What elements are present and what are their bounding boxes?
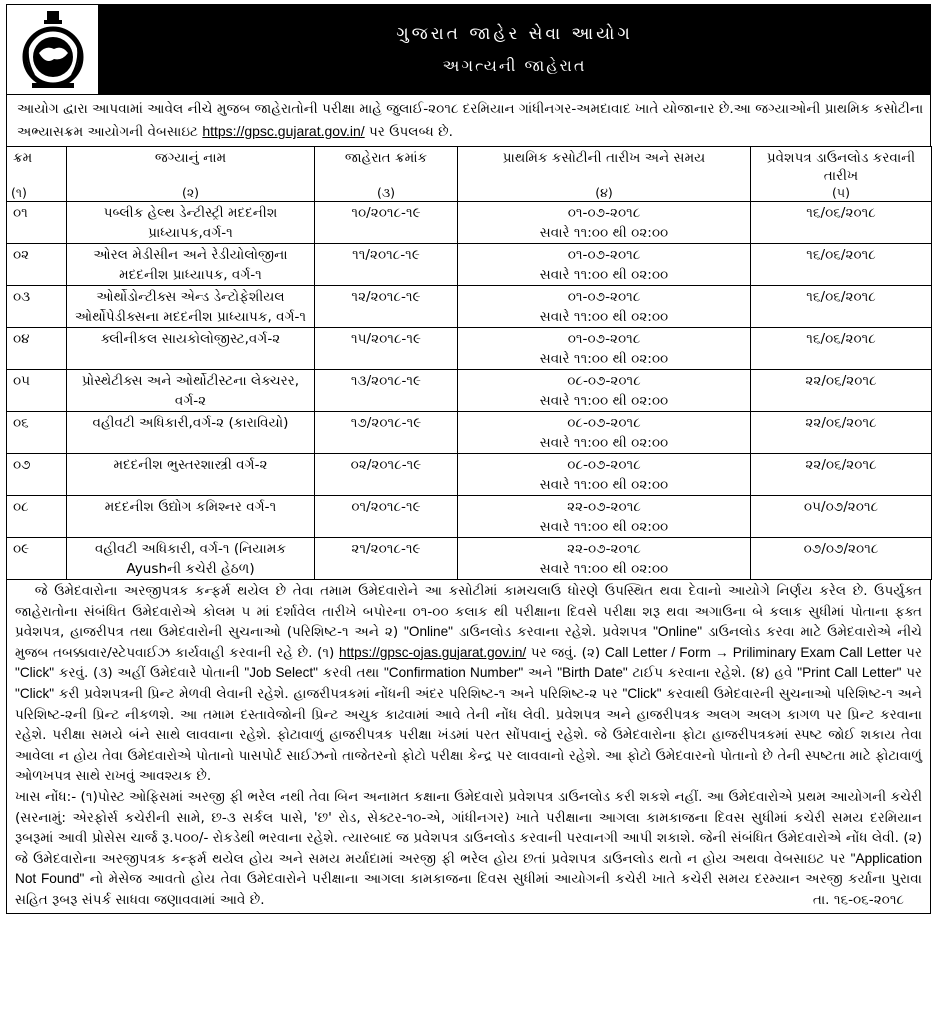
header-adv: જાહેરાત ક્રમાંક [315,147,458,186]
cell-adv: ૧૨/૨૦૧૮-૧૯ [315,286,458,328]
cell-exam [458,328,751,370]
cell-sr: ૦૮ [7,496,67,538]
cell-exam-date: ૨૨-૦૭-૨૦૧૮ [567,541,641,557]
instr-call-letter: Call Letter / Form → Priliminary Exam Call Letter [604,644,902,660]
cell-exam-time: સવારે ૧૧:૦૦ થી ૦૨:૦૦ [539,351,669,367]
note-app-not-found: "Application Not Found" [15,850,922,887]
page-title: ગુજરાત જાહેર સેવા આયોગ [396,23,633,44]
cell-download: ૨૨/૦૬/૨૦૧૮ [751,412,932,454]
table-row [7,496,932,538]
table-row [7,202,932,244]
instr-2: ડાઉનલોડ કરવાના રહેશે. પ્રવેશપત્ર [458,624,648,641]
instructions-paragraph [6,580,931,787]
cell-exam [458,496,751,538]
instr-online-1: "Online" [404,624,453,640]
instr-3: ડાઉનલોડ કરવા માટે ઉમેદવારોએ નીચે મુજબ તબક્કાવાર/સ્ટેપવાઈઝ કાર્યવાહી કરવાની રહે છે. (૧) [15,624,922,661]
cell-adv: ૦૨/૨૦૧૮-૧૯ [315,454,458,496]
table-number-row [7,185,932,202]
instr-click-3: "Click" [622,685,662,701]
table-row [7,244,932,286]
instr-7: કરવી તથા [322,665,380,682]
cell-post: મદદનીશ ઉદ્યોગ કમિશ્નર વર્ગ-૧ [67,496,315,538]
cell-post: મદદનીશ ભુસ્તરશાસ્ત્રી વર્ગ-૨ [67,454,315,496]
title-block [99,5,930,94]
cell-post: વહીવટી અધિકારી,વર્ગ-૨ (કારાવિયો) [67,412,315,454]
cell-exam-date: ૦૧-૦૭-૨૦૧૮ [567,331,641,347]
cell-exam [458,538,751,580]
intro-text: આયોગ દ્વારા આપવામાં આવેલ નીચે મુજબ જાહેરાતોની પરીક્ષા માહે જુલાઈ-૨૦૧૮ દરમિયાન ગાંધીનગર-અમદાવાદ ખાતે યોજાનાર છે.આ જગ્યાઓની પ્રાથમિક કસોટીના અભ્યાસક્રમ આયોગની વેબસાઇટ [17,101,924,140]
instr-conf-no: "Confirmation Number" [383,665,524,681]
cell-exam-date: ૦૮-૦૭-૨૦૧૮ [567,415,641,431]
col-num-4: (૪) [458,185,751,202]
cell-exam-date: ૦૮-૦૭-૨૦૧૮ [567,457,641,473]
col-num-3: (૩) [315,185,458,202]
cell-exam-time: સવારે ૧૧:૦૦ થી ૦૨:૦૦ [539,393,669,409]
cell-exam-time: સવારે ૧૧:૦૦ થી ૦૨:૦૦ [539,225,669,241]
cell-exam-date: ૦૮-૦૭-૨૦૧૮ [567,373,641,389]
cell-exam [458,244,751,286]
cell-download: ૦૭/૦૭/૨૦૧૮ [751,538,932,580]
cell-exam [458,202,751,244]
cell-download: ૧૬/૦૬/૨૦૧૮ [751,286,932,328]
gpsc-website-link[interactable]: https://gpsc.gujarat.gov.in/ [202,123,365,139]
cell-download: ૧૬/૦૬/૨૦૧૮ [751,244,932,286]
cell-sr: ૦૯ [7,538,67,580]
instr-job-select: "Job Select" [244,665,318,681]
cell-sr: ૦૨ [7,244,67,286]
cell-exam [458,286,751,328]
table-row [7,286,932,328]
instr-8: અને [527,665,553,682]
intro-text-end: પર ઉપલબ્ધ છે. [369,124,453,140]
cell-adv: ૧૦/૨૦૧૮-૧૯ [315,202,458,244]
header [6,4,931,95]
instr-click-1: "Click" [15,665,55,681]
instr-print-cl: "Print Call Letter" [797,665,902,681]
header-exam-date: પ્રાથમિક કસોટીની તારીખ અને સમય [458,147,751,186]
cell-post: પ્રોસ્થેટીક્સ અને ઓર્થોટીસ્ટના લેક્ચરર, વર્ગ-૨ [67,370,315,412]
cell-download: ૨૨/૦૬/૨૦૧૮ [751,370,932,412]
instr-6: કરવું. (૩) અહીં ઉમેદવારે પોતાની [58,665,240,682]
cell-post: ક્લીનીકલ સાયકોલોજીસ્ટ,વર્ગ-૨ [67,328,315,370]
table-row [7,538,932,580]
cell-sr: ૦૬ [7,412,67,454]
cell-exam-time: સવારે ૧૧:૦૦ થી ૦૨:૦૦ [539,477,669,493]
special-note [6,787,931,914]
header-sr: ક્રમ [7,147,67,186]
cell-adv: ૨૧/૨૦૧૮-૧૯ [315,538,458,580]
instr-10: પર [906,665,923,682]
cell-post: પબ્લીક હેલ્થ ડેન્ટીસ્ટ્રી મદદનીશ પ્રાધ્યાપક,વર્ગ-૧ [67,202,315,244]
col-num-1: (૧) [7,185,67,202]
intro-paragraph [6,95,931,146]
instr-4: પર જવું. (૨) [530,644,601,661]
cell-exam-date: ૦૧-૦૭-૨૦૧૮ [567,289,641,305]
note-text-1: ખાસ નોંધ:- (૧)પોસ્ટ ઓફિસમાં અરજી ફી ભરેલ નથી તેવા બિન અનામત કક્ષાના ઉમેદવારો પ્રવેશપત્ર ડાઉનલોડ કરી શકશે નહીં. આ ઉમેદવારોએ પ્રથમ આયોગની કચેરી (સરનામું: એરફોર્સ કચેરીની સામે, છ-૩ સર્કલ પાસે, 'છ' રોડ, સેક્ટર-૧૦-એ, ગાંધીનગર) ખાતે પરીક્ષાના આગલા કામકાજના દિવસ સુધીમાં કચેરી સમય દરમિયાન રૂબરૂમાં આવી પ્રોસેસ ચાર્જ રૂ.૫૦૦/- રોકડેથી ભરવાના રહેશે. ત્યારબાદ જ પ્રવેશપત્ર ડાઉનલોડ કરવાની પરવાનગી આપી શકાશે. જેની સંબંધિત ઉમેદવારોએ નોંધ લેવી. (૨) જે ઉમેદવારોના અરજીપત્રક કન્ફર્મ થયેલ હોય અને સમય મર્યાદામાં અરજી ફી ભરેલ હોય છતાં પ્રવેશપત્ર ડાઉનલોડ થતો ન હોય અથવા વેબસાઇટ પર [15,788,922,867]
cell-exam [458,370,751,412]
cell-download: ૧૬/૦૬/૨૦૧૮ [751,328,932,370]
cell-exam-time: સવારે ૧૧:૦૦ થી ૦૨:૦૦ [539,519,669,535]
cell-adv: ૧૭/૨૦૧૮-૧૯ [315,412,458,454]
table-row [7,454,932,496]
cell-post: ઓરલ મેડીસીન અને રેડીયોલોજીના મદદનીશ પ્રાધ્યાપક, વર્ગ-૧ [67,244,315,286]
cell-adv: ૧૧/૨૦૧૮-૧૯ [315,244,458,286]
instr-12: કરવાથી ઉમેદવારની સુચનાઓ પરિશિષ્ટ-૧ અને પરિશિષ્ટ-૨ની પ્રિન્ટ નીકળશે. આ તમામ દસ્તાવેજોની પ્રિન્ટ અચુક કાઢવામાં આવે તેની નોંધ લેવી. પ્રવેશપત્ર અને હાજરીપત્રક અલગ અલગ કાગળ પર પ્રિન્ટ કરવાના રહેશે. પરીક્ષા સમયે બંને સાથે લાવવાના રહેશે. ફોટાવાળું હાજરીપત્રક પરીક્ષા ખંડમાં પરત સોંપવાનું રહેશે. જે ઉમેદવારોના ફોટા હાજરીપત્રકમાં સ્પષ્ટ જોઈ શકાય તેવા આવેલા ન હોય તેવા ઉમેદવારોએ પોતાનો પાસપોર્ટ સાઈઝનો તાજેતરનો ફોટો પરીક્ષા કેન્દ્ર પર લાવવાનો રહેશે. આ ફોટો ઉમેદવારનો પોતાનો છે તેની સ્પષ્ટતા માટે ફોટાવાળું ઓળખપત્ર સાથે રાખવું આવશ્યક છે. [15,685,922,785]
table-header-row [7,147,932,186]
header-post: જગ્યાનું નામ [67,147,315,186]
page-subtitle: અગત્યની જાહેરાત [442,55,587,75]
cell-sr: ૦૫ [7,370,67,412]
cell-exam-time: સવારે ૧૧:૦૦ થી ૦૨:૦૦ [539,267,669,283]
table-row [7,412,932,454]
cell-adv: ૦૧/૨૦૧૮-૧૯ [315,496,458,538]
cell-adv: ૧૫/૨૦૧૮-૧૯ [315,328,458,370]
instr-birth-date: "Birth Date" [557,665,628,681]
cell-exam-date: ૦૧-૦૭-૨૦૧૮ [567,247,641,263]
cell-post: વહીવટી અધિકારી, વર્ગ-૧ (નિયામક Ayushની કચેરી હેઠળ) [67,538,315,580]
cell-sr: ૦૧ [7,202,67,244]
cell-exam-time: સવારે ૧૧:૦૦ થી ૦૨:૦૦ [539,561,669,577]
table-row [7,328,932,370]
logo-cell [7,5,99,94]
cell-exam-date: ૨૨-૦૭-૨૦૧૮ [567,499,641,515]
cell-sr: ૦૪ [7,328,67,370]
instr-click-2: "Click" [15,685,55,701]
instr-5: પર [906,644,923,661]
gpsc-emblem-logo [14,9,92,91]
instr-online-2: "Online" [653,624,703,640]
table-row [7,370,932,412]
cell-adv: ૧૩/૨૦૧૮-૧૯ [315,370,458,412]
instr-9: ટાઈપ કરવાના રહેશે. (૪) હવે [632,665,793,682]
note-text-2: નો મેસેજ આવતો હોય તેવા ઉમેદવારોને પરીક્ષાના આગલા કામકાજના દિવસ સુધીમાં આયોગની કચેરી ખાતે કચેરી સમય દરમ્યાન અરજી કર્યાના પુરાવા સહિત રૂબરૂ સંપર્ક સાધવા જણાવવામાં આવે છે. [15,871,922,908]
cell-exam [458,454,751,496]
col-num-5: (૫) [751,185,932,202]
col-num-2: (૨) [67,185,315,202]
cell-download: ૦૫/૦૭/૨૦૧૮ [751,496,932,538]
cell-exam-time: સવારે ૧૧:૦૦ થી ૦૨:૦૦ [539,309,669,325]
ojas-link[interactable]: https://gpsc-ojas.gujarat.gov.in/ [339,644,527,660]
notice-date: તા. ૧૬-૦૬-૨૦૧૮ [812,891,904,908]
table-body [7,202,932,580]
cell-exam [458,412,751,454]
cell-post: ઓર્થોડોન્ટીક્સ એન્ડ ડેન્ટોફેશીયલ ઓર્થોપેડીક્સના મદદનીશ પ્રાધ્યાપક, વર્ગ-૧ [67,286,315,328]
cell-exam-time: સવારે ૧૧:૦૦ થી ૦૨:૦૦ [539,435,669,451]
instr-1: જે ઉમેદવારોના અરજીપત્રક કન્ફર્મ થયેલ છે તેવા તમામ ઉમેદવારોને આ કસોટીમાં કામચલાઉ ધોરણે ઉપસ્થિત થવા દેવાનો આયોગે નિર્ણય કરેલ છે. ઉપર્યુક્ત જાહેરાતોના સંબંધિત ઉમેદવારોએ કોલમ ૫ માં દર્શાવેલ તારીખે બપોરના ૦૧-૦૦ કલાક થી પરીક્ષાના દિવસે પરીક્ષા શરૂ થવા અગાઉના બે કલાક સુધીમાં પોતાના ફક્ત પ્રવેશપત્ર, હાજરીપત્ર તથા ઉમેદવારોની સુચનાઓ (પરિશિષ્ટ-૧ અને ૨) [15,583,922,641]
cell-sr: ૦૩ [7,286,67,328]
cell-download: ૧૬/૦૬/૨૦૧૮ [751,202,932,244]
exam-schedule-table [6,146,932,580]
cell-download: ૨૨/૦૬/૨૦૧૮ [751,454,932,496]
instr-11: કરી પ્રવેશપત્રની પ્રિન્ટ મેળવી લેવાની રહેશે. હાજરીપત્રકમાં નોંધની અંદર પરિશિષ્ટ-૧ અને પરિશિષ્ટ-૨ પર [58,685,618,702]
header-download: પ્રવેશપત્ર ડાઉનલોડ કરવાની તારીખ [751,147,932,186]
cell-exam-date: ૦૧-૦૭-૨૦૧૮ [567,205,641,221]
cell-sr: ૦૭ [7,454,67,496]
